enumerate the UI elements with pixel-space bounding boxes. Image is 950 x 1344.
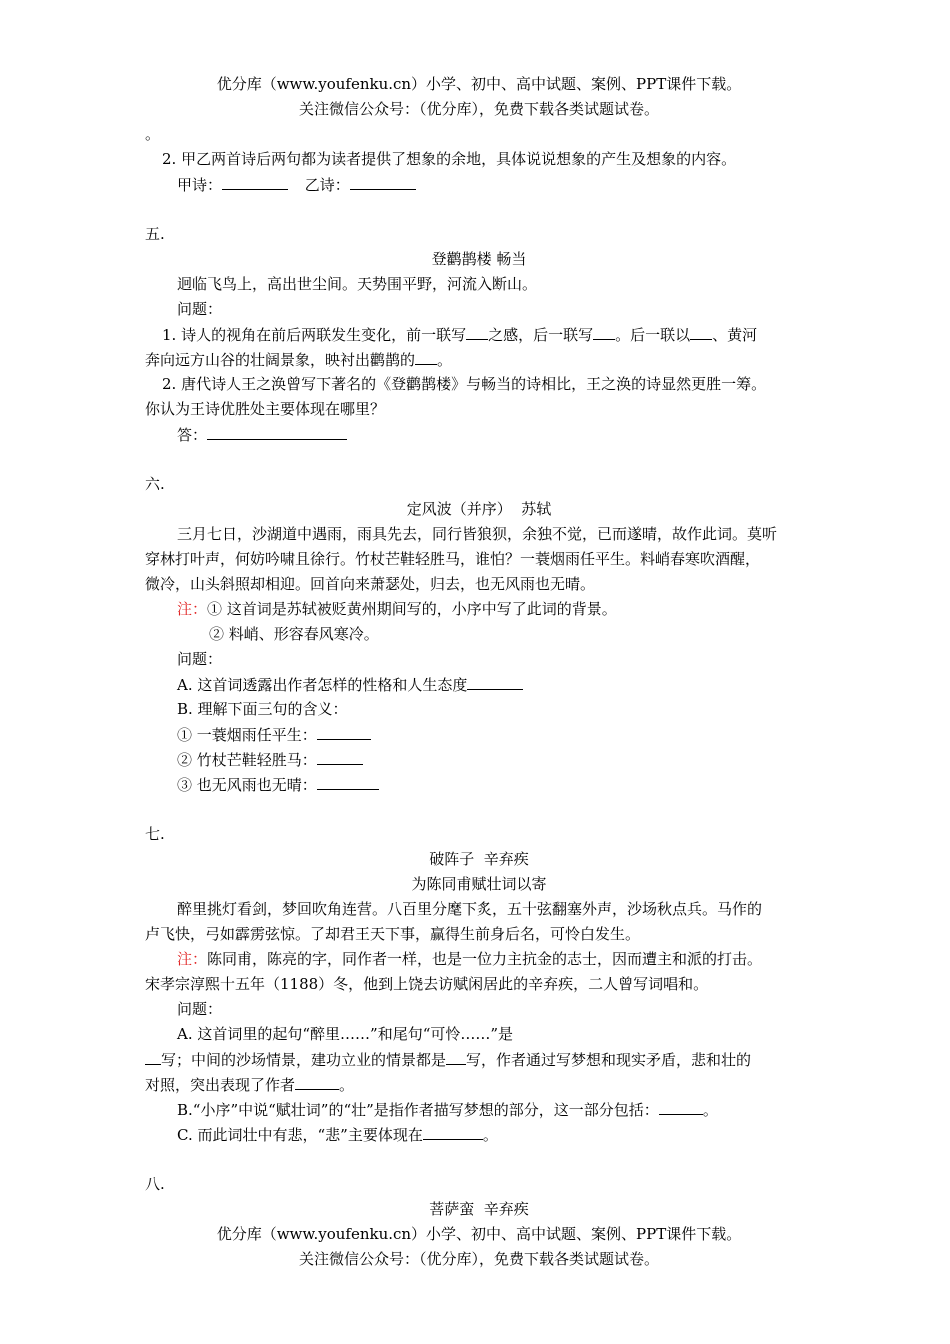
carry-stop: 。 xyxy=(145,125,161,143)
question-a-blank[interactable] xyxy=(467,672,523,690)
section-5-q1-line1 xyxy=(145,322,813,348)
qc-text: C. 而此词壮中有悲，“悲”主要体现在 xyxy=(177,1126,423,1144)
item-1-text: ① 一蓑烟雨任平生： xyxy=(177,726,317,744)
item-3-blank[interactable] xyxy=(317,772,379,790)
section-5-q2-line1: 2. 唐代诗人王之涣曾写下著名的《登鹳鹊楼》与畅当的诗相比，王之涣的诗显然更胜一筹。 xyxy=(162,375,767,393)
section-7-title: 破阵子 辛弃疾 xyxy=(429,850,529,868)
section-8-title: 菩萨蛮 辛弃疾 xyxy=(429,1200,529,1218)
note-1-text: 陈同甫，陈亮的字，同作者一样，也是一位力主抗金的志士，因而遭主和派的打击。 xyxy=(207,950,763,968)
q1-text-d: 、黄河 xyxy=(712,326,758,344)
question-a-text: A. 这首词透露出作者怎样的性格和人生态度 xyxy=(177,676,468,694)
section-6-number: 六. xyxy=(145,475,165,493)
section-8-number: 八. xyxy=(145,1175,165,1193)
section-6-item-1 xyxy=(145,722,813,748)
section-7-question-a-line1: A. 这首词里的起句“醉里……”和尾句“可怜……”是 xyxy=(177,1025,514,1043)
section-6-question-b: B. 理解下面三句的含义： xyxy=(177,700,348,718)
item-2-blank[interactable] xyxy=(317,747,363,765)
header-line-1: 优分库（www.youfenku.cn）小学、初中、高中试题、案例、PPT课件下载。 xyxy=(216,75,742,93)
carry-question-2: 2. 甲乙两首诗后两句都为读者提供了想象的余地，具体说说想象的产生及想象的内容。 xyxy=(162,150,737,168)
item-1-blank[interactable] xyxy=(317,722,371,740)
jia-label: 甲诗： xyxy=(177,176,223,194)
section-6-title: 定风波（并序） 苏轼 xyxy=(406,500,552,518)
section-7-note-2: 宋孝宗淳熙十五年（1188）冬，他到上饶去访赋闲居此的辛弃疾，二人曾写词唱和。 xyxy=(145,975,709,993)
section-7-question-b xyxy=(145,1097,813,1123)
section-6-para-3: 微冷，山头斜照却相迎。回首向来萧瑟处，归去，也无风雨也无晴。 xyxy=(145,575,596,593)
answer-blank[interactable] xyxy=(207,422,347,440)
section-6-note-1 xyxy=(145,597,813,622)
q1-blank-4[interactable] xyxy=(415,347,437,365)
qb-stop: 。 xyxy=(702,1101,718,1119)
section-6-question-a xyxy=(145,672,813,698)
section-5-title: 登鹳鹊楼 畅当 xyxy=(431,250,527,268)
section-6-para-2: 穿林打叶声，何妨吟啸且徐行。竹杖芒鞋轻胜马，谁怕？一蓑烟雨任平生。料峭春寒吹酒醒， xyxy=(145,550,761,568)
qa-blank-2[interactable] xyxy=(446,1047,466,1065)
qa-blank-1[interactable] xyxy=(145,1047,161,1065)
q1-text-f: 。 xyxy=(437,351,453,369)
q1-text-a: 1. 诗人的视角在前后两联发生变化，前一联写 xyxy=(162,326,467,344)
header-line-2: 关注微信公众号：（优分库），免费下载各类试题试卷。 xyxy=(298,100,659,118)
section-7-question-a-line2 xyxy=(145,1047,813,1073)
section-6-item-2 xyxy=(145,747,813,773)
section-7-note-1 xyxy=(145,947,813,972)
jia-blank[interactable] xyxy=(222,172,288,190)
section-6-para-1: 三月七日，沙湖道中遇雨，雨具先去，同行皆狼狈，余独不觉，已而遂晴，故作此词。莫听 xyxy=(177,525,778,543)
qc-blank[interactable] xyxy=(423,1122,483,1140)
qa-text-d: 。 xyxy=(339,1076,355,1094)
note-1-text: ① 这首词是苏轼被贬黄州期间写的，小序中写了此词的背景。 xyxy=(207,600,617,618)
qb-text: B.“小序”中说“赋壮词”的“壮”是指作者描写梦想的部分，这一部分包括： xyxy=(177,1101,659,1119)
item-3-text: ③ 也无风雨也无晴： xyxy=(177,776,317,794)
note-label: 注： xyxy=(177,950,208,968)
section-7-question-c xyxy=(145,1122,813,1148)
q1-text-c: 。后一联以 xyxy=(615,326,691,344)
item-2-text: ② 竹杖芒鞋轻胜马： xyxy=(177,751,317,769)
q1-blank-2[interactable] xyxy=(593,322,615,340)
yi-label: 乙诗： xyxy=(304,176,350,194)
section-6-note-2: ② 料峭、形容春风寒冷。 xyxy=(209,625,379,643)
section-5-ask: 问题： xyxy=(177,300,223,318)
section-5-q2-line2: 你认为王诗优胜处主要体现在哪里？ xyxy=(145,400,386,418)
footer-line-1: 优分库（www.youfenku.cn）小学、初中、高中试题、案例、PPT课件下载。 xyxy=(216,1225,742,1243)
section-7-para-2: 卢飞快，弓如霹雳弦惊。了却君王天下事，赢得生前身后名，可怜白发生。 xyxy=(145,925,641,943)
qa-text-c: 对照，突出表现了作者 xyxy=(145,1076,296,1094)
qa-text-b: 写，作者通过写梦想和现实矛盾，悲和壮的 xyxy=(466,1051,752,1069)
section-7-number: 七. xyxy=(145,825,165,843)
section-7-ask: 问题： xyxy=(177,1000,223,1018)
q1-text-e: 奔向远方山谷的壮阔景象，映衬出鹳鹊的 xyxy=(145,351,416,369)
carry-answer-line xyxy=(145,172,813,198)
footer-line-2: 关注微信公众号：（优分库），免费下载各类试题试卷。 xyxy=(298,1250,659,1268)
section-7-question-a-line3 xyxy=(145,1072,813,1098)
q1-text-b: 之感，后一联写 xyxy=(488,326,594,344)
section-5-answer xyxy=(145,422,813,448)
section-6-item-3 xyxy=(145,772,813,798)
section-7-para-1: 醉里挑灯看剑，梦回吹角连营。八百里分麾下炙，五十弦翻塞外声，沙场秋点兵。马作的 xyxy=(177,900,763,918)
note-label: 注： xyxy=(177,600,208,618)
qa-blank-3[interactable] xyxy=(295,1072,339,1090)
qb-blank[interactable] xyxy=(659,1097,703,1115)
qc-stop: 。 xyxy=(482,1126,498,1144)
q1-blank-3[interactable] xyxy=(690,322,712,340)
yi-blank[interactable] xyxy=(350,172,416,190)
section-6-ask: 问题： xyxy=(177,650,223,668)
qa-text-a: 写；中间的沙场情景，建功立业的情景都是 xyxy=(161,1051,447,1069)
section-5-q1-line2 xyxy=(145,347,813,373)
section-5-poem: 迥临飞鸟上，高出世尘间。天势围平野，河流入断山。 xyxy=(177,275,538,293)
answer-label: 答： xyxy=(177,426,208,444)
q1-blank-1[interactable] xyxy=(466,322,488,340)
section-5-number: 五. xyxy=(145,225,165,243)
section-7-subtitle: 为陈同甫赋壮词以寄 xyxy=(411,875,547,893)
